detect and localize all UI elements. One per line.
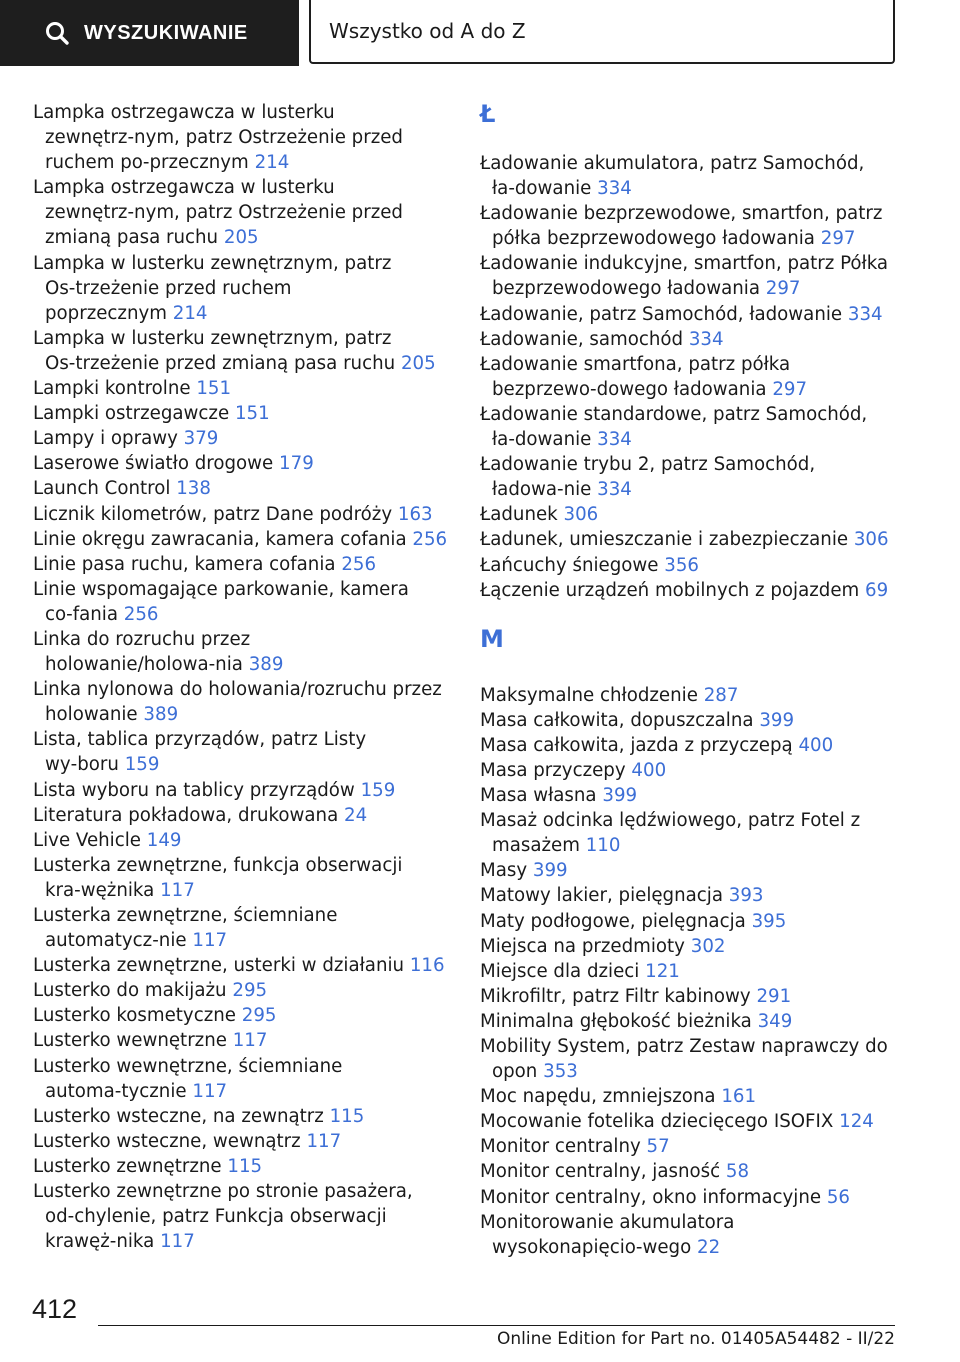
- page-link[interactable]: 151: [234, 403, 270, 425]
- index-entry: [480, 302, 900, 327]
- index-entry-text: Lampka w lusterku zewnętrznym, patrz Os‑trzeżenie przed ruchem poprzecznym: [33, 252, 392, 324]
- index-entry-text: Ładunek: [480, 504, 558, 526]
- page-link[interactable]: 159: [124, 754, 160, 776]
- page-link[interactable]: 149: [146, 829, 182, 851]
- index-entry-text: Linie okręgu zawracania, kamera cofania: [33, 528, 407, 550]
- index-entry-text: Ładowanie smartfona, patrz półka bezprzewo‑dowego ładowania: [480, 353, 791, 400]
- page-link[interactable]: 58: [725, 1161, 750, 1183]
- index-entry: [480, 1159, 900, 1184]
- index-entry-text: Masa przyczepy: [480, 759, 626, 781]
- index-entry: [33, 953, 453, 978]
- index-entry-text: Moc napędu, zmniejszona: [480, 1086, 716, 1108]
- index-entry-text: Masy: [480, 860, 528, 882]
- search-tab-label: WYSZUKIWANIE: [84, 21, 248, 44]
- index-entry: [480, 959, 900, 984]
- index-entry-text: Łańcuchy śniegowe: [480, 554, 659, 576]
- page-link[interactable]: 306: [563, 504, 599, 526]
- page-link[interactable]: 389: [248, 654, 284, 676]
- page-link[interactable]: 138: [176, 478, 211, 500]
- index-entry: [33, 100, 453, 175]
- index-entry: [33, 1129, 453, 1154]
- index-entry: [480, 502, 900, 527]
- index-entry-text: Ładowanie, samochód: [480, 328, 684, 350]
- page-link[interactable]: 56: [826, 1186, 851, 1208]
- index-entry-text: Linka do rozruchu przez holowanie/holowa‑nia: [33, 628, 251, 676]
- page-link[interactable]: 395: [751, 910, 787, 932]
- page-link[interactable]: 116: [409, 955, 445, 977]
- index-entry: [33, 903, 453, 953]
- index-entry-text: Laserowe światło drogowe: [33, 453, 274, 475]
- index-entry: [33, 828, 453, 853]
- page-link[interactable]: 161: [721, 1086, 757, 1108]
- page-link[interactable]: 117: [160, 879, 195, 901]
- index-entry-text: Ładowanie standardowe, patrz Samochód, ła‑dowanie: [480, 403, 868, 451]
- index-entry: [480, 1134, 900, 1159]
- index-entry-text: Masa własna: [480, 785, 597, 807]
- index-entry: [480, 1109, 900, 1134]
- page-link[interactable]: 356: [664, 554, 699, 576]
- index-entry-text: Monitor centralny: [480, 1136, 641, 1158]
- index-entry: [33, 803, 453, 828]
- index-entry-text: Monitor centralny, okno informacyjne: [480, 1186, 822, 1208]
- index-entry: [33, 727, 453, 777]
- page-link[interactable]: 117: [232, 1030, 268, 1052]
- index-entry: [33, 1003, 453, 1028]
- index-entry: [480, 1009, 900, 1034]
- index-entry: [33, 577, 453, 627]
- index-entry-text: Ładowanie trybu 2, patrz Samochód, ładowa‑nie: [480, 454, 816, 501]
- page-link[interactable]: 115: [227, 1155, 263, 1177]
- index-entry: [480, 1084, 900, 1109]
- page-link[interactable]: 334: [847, 303, 883, 325]
- index-entry-text: Maty podłogowe, pielęgnacja: [480, 910, 746, 932]
- index-entry: [33, 978, 453, 1003]
- index-entry: [33, 677, 453, 727]
- search-icon: [44, 20, 70, 46]
- index-entry-text: Lampki kontrolne: [33, 378, 191, 400]
- page-link[interactable]: 291: [756, 985, 792, 1007]
- index-entry: [480, 683, 900, 708]
- index-entry-text: Monitorowanie akumulatora wysokonapięcio‑wego: [480, 1211, 735, 1258]
- index-entry-text: Linka nylonowa do holowania/rozruchu przez holowanie: [33, 679, 442, 726]
- page-link[interactable]: 400: [798, 734, 834, 756]
- index-entry: [480, 883, 900, 908]
- page-link[interactable]: 302: [690, 935, 726, 957]
- page-link[interactable]: 389: [143, 704, 179, 726]
- index-entry: [480, 402, 900, 452]
- section-title-tab[interactable]: [309, 0, 895, 64]
- page-link[interactable]: 334: [597, 178, 632, 200]
- index-entry: [33, 175, 453, 250]
- index-entry: [33, 778, 453, 803]
- index-entry-text: Literatura pokładowa, drukowana: [33, 804, 339, 826]
- index-entry: [480, 783, 900, 808]
- index-entry-text: Mobility System, patrz Zestaw naprawczy do opon: [480, 1036, 888, 1083]
- section-letter: M: [480, 624, 504, 653]
- index-entry: [33, 401, 453, 426]
- index-entry-text: Lusterko wsteczne, wewnątrz: [33, 1130, 301, 1152]
- index-entry-text: Licznik kilometrów, patrz Dane podróży: [33, 503, 393, 525]
- index-entry: [480, 733, 900, 758]
- index-entry: [480, 1210, 900, 1260]
- index-entry-text: Miejsce dla dzieci: [480, 960, 640, 982]
- index-entry-text: Lusterko do makijażu: [33, 980, 227, 1002]
- page-link[interactable]: 214: [254, 152, 290, 174]
- index-entry: [480, 352, 900, 402]
- index-entry-text: Lusterko zewnętrzne: [33, 1155, 222, 1177]
- index-entry: [33, 326, 453, 376]
- index-entry-text: Mocowanie fotelika dziecięcego ISOFIX: [480, 1111, 834, 1133]
- index-entry-text: Lusterko wewnętrzne, ściemniane automa‑tycznie: [33, 1055, 343, 1102]
- section-letter: Ł: [480, 100, 496, 128]
- index-entry-text: Minimalna głębokość bieżnika: [480, 1010, 752, 1032]
- page-link[interactable]: 117: [192, 1080, 228, 1102]
- top-navigation-bar: [0, 0, 960, 66]
- index-entry: [480, 984, 900, 1009]
- page-link[interactable]: 297: [765, 278, 801, 300]
- page-link[interactable]: 256: [123, 603, 159, 625]
- page-link[interactable]: 353: [543, 1061, 578, 1083]
- index-entry: [480, 758, 900, 783]
- page-link[interactable]: 399: [532, 860, 568, 882]
- page-link[interactable]: 151: [196, 378, 232, 400]
- index-entry: [480, 578, 900, 603]
- page-link[interactable]: 400: [631, 759, 667, 781]
- index-entry-text: Lampka ostrzegawcza w lusterku zewnętrz‑nym, patrz Ostrzeżenie przed zmianą pasa ruchu: [33, 177, 403, 249]
- page-link[interactable]: 121: [645, 960, 680, 982]
- page-link[interactable]: 117: [160, 1231, 195, 1253]
- page-link[interactable]: 117: [306, 1130, 342, 1152]
- index-entry: [480, 808, 900, 858]
- index-entry: [480, 201, 900, 251]
- index-entry-text: Launch Control: [33, 478, 171, 500]
- index-entry-text: Mikrofiltr, patrz Filtr kabinowy: [480, 985, 751, 1007]
- index-entry: [480, 934, 900, 959]
- page-link[interactable]: 163: [397, 503, 433, 525]
- index-entry-text: Ładowanie, patrz Samochód, ładowanie: [480, 303, 843, 325]
- index-entry-text: Ładowanie bezprzewodowe, smartfon, patrz półka bezprzewodowego ładowania: [480, 203, 883, 250]
- index-entry-text: Miejsca na przedmioty: [480, 935, 685, 957]
- page-link[interactable]: 124: [839, 1111, 874, 1133]
- index-entry-text: Matowy lakier, pielęgnacja: [480, 885, 723, 907]
- index-entry: [480, 452, 900, 502]
- page-link[interactable]: 306: [853, 529, 889, 551]
- index-entry: [33, 1154, 453, 1179]
- page-link[interactable]: 69: [865, 579, 889, 601]
- page-link[interactable]: 349: [757, 1010, 793, 1032]
- footer-divider: [98, 1325, 895, 1326]
- index-entry-text: Lusterko wewnętrzne: [33, 1030, 227, 1052]
- index-entry: [33, 251, 453, 326]
- index-entry-text: Lista wyboru na tablicy przyrządów: [33, 779, 355, 801]
- index-entry: [33, 527, 453, 552]
- page-link[interactable]: 159: [360, 779, 396, 801]
- search-tab-button[interactable]: [0, 0, 299, 66]
- index-entry-text: Masa całkowita, jazda z przyczepą: [480, 734, 793, 756]
- index-entry: [480, 553, 900, 578]
- index-entry-text: Monitor centralny, jasność: [480, 1161, 721, 1183]
- index-entry-text: Lusterko kosmetyczne: [33, 1005, 236, 1027]
- index-entry: [480, 858, 900, 883]
- page-link[interactable]: 295: [241, 1005, 277, 1027]
- index-entry: [480, 151, 900, 201]
- page-link[interactable]: 205: [223, 227, 259, 249]
- index-entry-text: Lampka w lusterku zewnętrznym, patrz Os‑trzeżenie przed zmianą pasa ruchu: [33, 327, 396, 374]
- index-entry: [480, 327, 900, 352]
- index-entry: [480, 708, 900, 733]
- index-entry: [33, 376, 453, 401]
- index-entry: [33, 1104, 453, 1129]
- page-link[interactable]: 205: [400, 352, 436, 374]
- index-entry-text: Lusterko wsteczne, na zewnątrz: [33, 1105, 324, 1127]
- index-entry: [33, 627, 453, 677]
- index-column-left: [33, 100, 453, 1254]
- section-title: Wszystko od A do Z: [329, 19, 526, 43]
- page-link[interactable]: 297: [820, 228, 856, 250]
- page-link[interactable]: 379: [183, 428, 219, 450]
- index-entry-text: Lampki ostrzegawcze: [33, 403, 230, 425]
- page-link[interactable]: 256: [412, 528, 448, 550]
- index-entry-text: Linie pasa ruchu, kamera cofania: [33, 553, 336, 575]
- page-link[interactable]: 115: [329, 1105, 365, 1127]
- index-entry: [33, 853, 453, 903]
- index-entry-text: Ładowanie akumulatora, patrz Samochód, ła‑dowanie: [480, 153, 865, 200]
- page-link[interactable]: 334: [597, 429, 632, 451]
- index-entry: [33, 1054, 453, 1104]
- index-entry-text: Linie wspomagające parkowanie, kamera co‑fania: [33, 578, 409, 625]
- page-link[interactable]: 399: [759, 709, 795, 731]
- page-link[interactable]: 57: [646, 1136, 670, 1158]
- index-entry: [33, 451, 453, 476]
- index-entry: [480, 1034, 900, 1084]
- index-entry-text: Masa całkowita, dopuszczalna: [480, 709, 754, 731]
- edition-note: Online Edition for Part no. 01405A54482 - II/22: [496, 1329, 895, 1349]
- page-link[interactable]: 110: [585, 835, 621, 857]
- index-entry: [33, 552, 453, 577]
- index-entry-text: Masaż odcinka lędźwiowego, patrz Fotel z masażem: [480, 810, 861, 857]
- index-entry-text: Lusterka zewnętrzne, ściemniane automatycz‑nie: [33, 905, 338, 952]
- index-entry: [33, 1028, 453, 1053]
- index-entry: [480, 527, 900, 552]
- index-entry-text: Lusterko zewnętrzne po stronie pasażera, od‑chylenie, patrz Funkcja obserwacji krawęż‑nika: [33, 1181, 413, 1253]
- page-link[interactable]: 334: [688, 328, 724, 350]
- index-entry-text: Ładowanie indukcyjne, smartfon, patrz Półka bezprzewodowego ładowania: [480, 253, 889, 300]
- page-link[interactable]: 297: [772, 378, 808, 400]
- page-number: 412: [32, 1294, 78, 1324]
- index-entry-text: Lampka ostrzegawcza w lusterku zewnętrz‑nym, patrz Ostrzeżenie przed ruchem po‑przecznym: [33, 102, 403, 174]
- page-link[interactable]: 334: [597, 479, 632, 501]
- index-entry: [33, 1179, 453, 1254]
- index-entry-text: Live Vehicle: [33, 829, 141, 851]
- index-entry-text: Lista, tablica przyrządów, patrz Listy wy‑boru: [33, 729, 367, 776]
- index-entry: [33, 426, 453, 451]
- index-entry: [480, 909, 900, 934]
- page-link[interactable]: 179: [279, 453, 314, 475]
- page-link[interactable]: 295: [232, 980, 268, 1002]
- index-entry: [33, 476, 453, 501]
- index-entry-text: Łączenie urządzeń mobilnych z pojazdem: [480, 579, 860, 601]
- index-entry-text: Maksymalne chłodzenie: [480, 684, 698, 706]
- index-entry-text: Lusterka zewnętrzne, usterki w działaniu: [33, 955, 405, 977]
- index-entry: [480, 1185, 900, 1210]
- index-entry: [480, 251, 900, 301]
- index-entry-text: Ładunek, umieszczanie i zabezpieczanie: [480, 529, 849, 551]
- index-entry-text: Lampy i oprawy: [33, 428, 178, 450]
- page-link[interactable]: 117: [192, 930, 228, 952]
- index-entry: [33, 502, 453, 527]
- page-link[interactable]: 22: [697, 1236, 721, 1258]
- page-link[interactable]: 287: [703, 684, 739, 706]
- page-link[interactable]: 24: [344, 804, 368, 826]
- page-link[interactable]: 214: [172, 302, 208, 324]
- page-link[interactable]: 256: [341, 553, 377, 575]
- index-entry-text: Lusterka zewnętrzne, funkcja obserwacji kra‑wężnika: [33, 854, 403, 901]
- page-link[interactable]: 393: [728, 885, 764, 907]
- page-link[interactable]: 399: [602, 785, 638, 807]
- index-column-right: [480, 100, 900, 1260]
